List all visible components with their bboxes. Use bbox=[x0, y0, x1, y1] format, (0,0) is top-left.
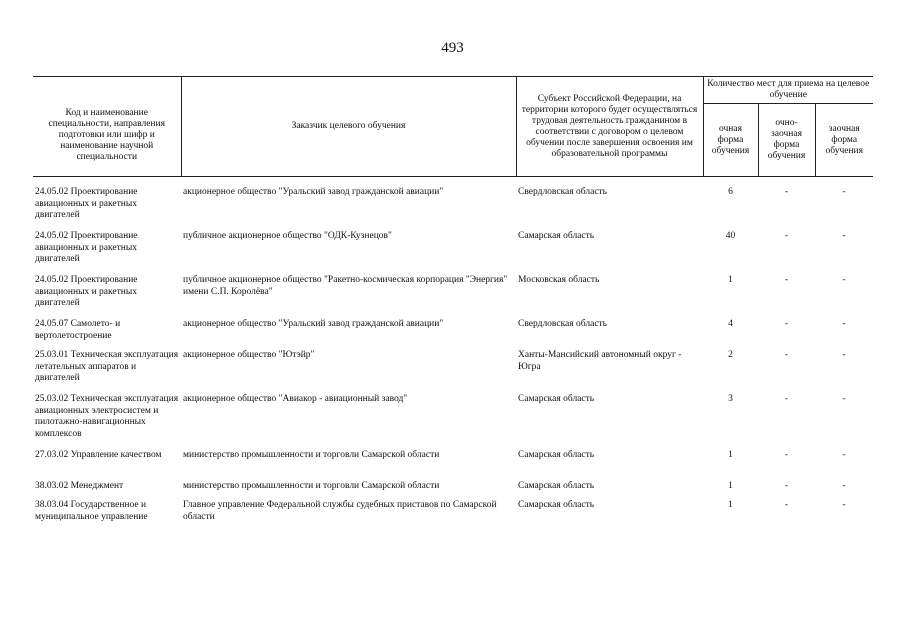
extramural-count: - bbox=[842, 500, 846, 510]
part-time-count: - bbox=[784, 275, 789, 285]
part-time-count: - bbox=[784, 187, 789, 197]
region-name: Московская область bbox=[518, 275, 600, 285]
header-places: Количество мест для приема на целевое обучение bbox=[703, 77, 873, 104]
full-time-count: 1 bbox=[728, 275, 733, 285]
full-time-count: 1 bbox=[728, 500, 733, 510]
header-customer: Заказчик целевого обучения bbox=[181, 77, 516, 177]
region-name: Самарская область bbox=[518, 500, 595, 510]
table-row bbox=[33, 500, 873, 530]
extramural-count: - bbox=[842, 187, 846, 197]
part-time-count: - bbox=[784, 481, 789, 491]
customer-name: Главное управление Федеральной службы судебных приставов по Самарской области bbox=[183, 500, 497, 522]
region-name: Ханты-Мансийский автономный округ - Югра bbox=[518, 350, 682, 372]
header-code: Код и наименование специальности, направления подготовки или шифр и наименование научной специальности bbox=[33, 77, 181, 177]
extramural-count: - bbox=[842, 319, 846, 329]
table-row bbox=[33, 231, 873, 275]
full-time-count: 1 bbox=[728, 450, 733, 460]
specialty-code: 24.05.02 Проектирование авиационных и ракетных двигателей bbox=[35, 231, 138, 264]
customer-name: акционерное общество "Уральский завод гражданской авиации" bbox=[183, 187, 444, 197]
full-time-count: 3 bbox=[728, 394, 733, 404]
customer-name: акционерное общество "Авиакор - авиационный завод" bbox=[183, 394, 408, 404]
full-time-count: 2 bbox=[728, 350, 733, 360]
specialty-code: 27.03.02 Управление качеством bbox=[35, 450, 162, 460]
header-region: Субъект Российской Федерации, на территории которого будет осуществляться трудовая деятельность гражданином в соответствии с договором о целевом обучении после завершения освоения им образовательной программы bbox=[516, 77, 703, 177]
customer-name: министерство промышленности и торговли Самарской области bbox=[183, 450, 440, 460]
customer-name: публичное акционерное общество "ОДК-Кузнецов" bbox=[183, 231, 392, 241]
table-row bbox=[33, 481, 873, 500]
page-number: 493 bbox=[441, 40, 464, 56]
customer-name: министерство промышленности и торговли Самарской области bbox=[183, 481, 440, 491]
region-name: Свердловская область bbox=[518, 319, 608, 329]
part-time-count: - bbox=[784, 394, 789, 404]
table-row bbox=[33, 450, 873, 481]
full-time-count: 1 bbox=[728, 481, 733, 491]
part-time-count: - bbox=[784, 319, 789, 329]
part-time-count: - bbox=[784, 500, 789, 510]
table-row bbox=[33, 187, 873, 231]
specialty-code: 25.03.01 Техническая эксплуатация летательных аппаратов и двигателей bbox=[35, 350, 179, 383]
header-extramural: заочная форма обучения bbox=[815, 104, 873, 177]
specialty-code: 38.03.02 Менеджмент bbox=[35, 481, 124, 491]
region-name: Самарская область bbox=[518, 231, 595, 241]
specialty-code: 24.05.02 Проектирование авиационных и ракетных двигателей bbox=[35, 187, 138, 220]
part-time-count: - bbox=[784, 231, 789, 241]
table-row bbox=[33, 350, 873, 394]
region-name: Свердловская область bbox=[518, 187, 608, 197]
region-name: Самарская область bbox=[518, 394, 595, 404]
extramural-count: - bbox=[842, 481, 846, 491]
table-row bbox=[33, 319, 873, 350]
customer-name: акционерное общество "Ютэйр" bbox=[183, 350, 315, 360]
full-time-count: 6 bbox=[728, 187, 733, 197]
customer-name: акционерное общество "Уральский завод гражданской авиации" bbox=[183, 319, 444, 329]
full-time-count: 4 bbox=[728, 319, 733, 329]
part-time-count: - bbox=[784, 450, 789, 460]
full-time-count: 40 bbox=[725, 231, 736, 241]
target-admission-table bbox=[33, 76, 873, 530]
extramural-count: - bbox=[842, 350, 846, 360]
table-row bbox=[33, 394, 873, 450]
extramural-count: - bbox=[842, 231, 846, 241]
specialty-code: 24.05.07 Самолето- и вертолетостроение bbox=[35, 319, 121, 341]
table-body bbox=[33, 177, 873, 531]
header-part-time: очно-заочная форма обучения bbox=[758, 104, 815, 177]
region-name: Самарская область bbox=[518, 481, 595, 491]
specialty-code: 25.03.02 Техническая эксплуатация авиационных электросистем и пилотажно-навигационных комплексов bbox=[35, 394, 179, 439]
specialty-code: 38.03.04 Государственное и муниципальное управление bbox=[35, 500, 148, 522]
header-full-time: очная форма обучения bbox=[703, 104, 758, 177]
part-time-count: - bbox=[784, 350, 789, 360]
customer-name: публичное акционерное общество "Ракетно-космическая корпорация "Энергия" имени С.П. Королёва" bbox=[183, 275, 508, 297]
specialty-code: 24.05.02 Проектирование авиационных и ракетных двигателей bbox=[35, 275, 138, 308]
extramural-count: - bbox=[842, 450, 846, 460]
table-row bbox=[33, 275, 873, 319]
extramural-count: - bbox=[842, 275, 846, 285]
region-name: Самарская область bbox=[518, 450, 595, 460]
extramural-count: - bbox=[842, 394, 846, 404]
